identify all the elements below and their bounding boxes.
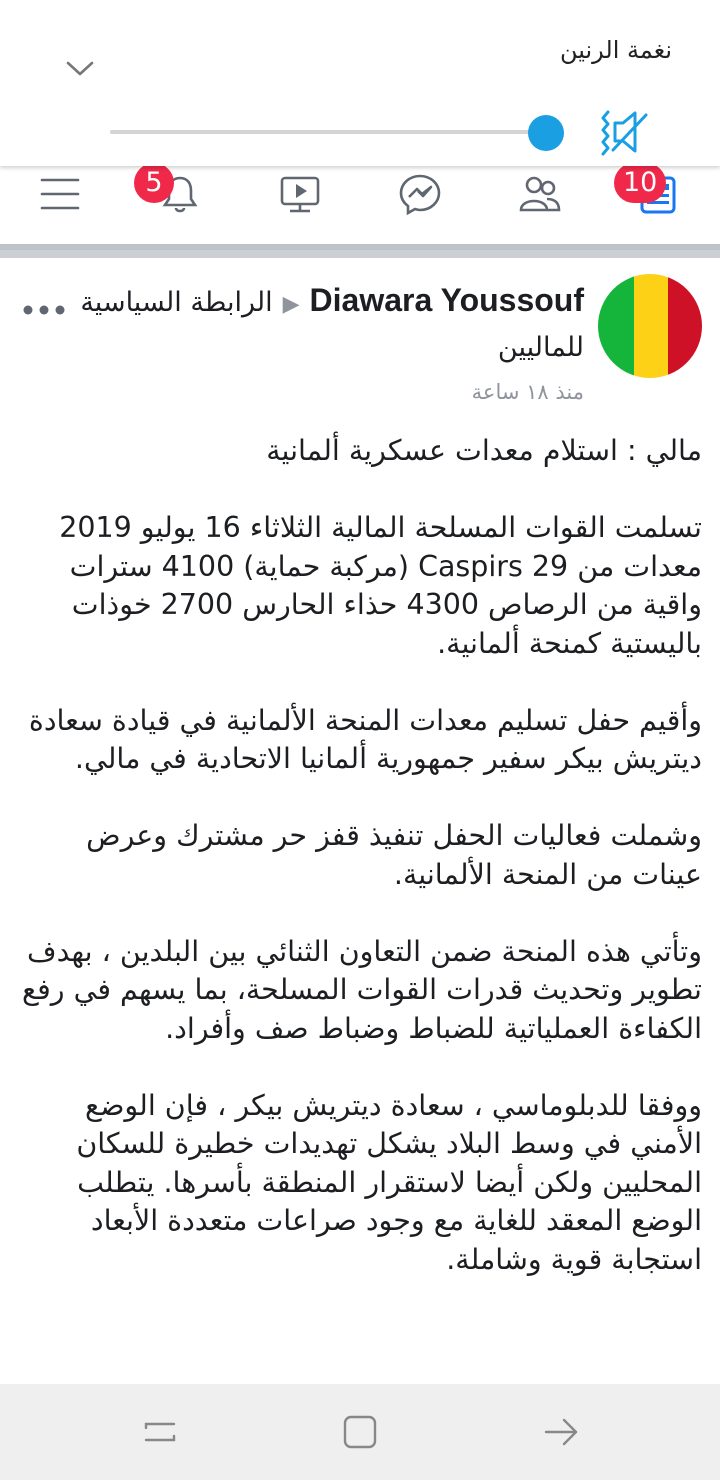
menu-icon[interactable] [38,172,82,216]
volume-slider-fill [110,130,548,134]
post-paragraph: مالي : استلام معدات عسكرية ألمانية [266,434,702,467]
post-timestamp[interactable]: منذ ١٨ ساعة [471,380,584,404]
post-paragraph: وأقيم حفل تسليم معدات المنحة الألمانية في قيادة سعادة ديتريش بيكر سفير جمهورية ألمانيا الاتحادية في مالي. [28,703,702,775]
chevron-down-icon[interactable] [64,52,96,84]
vibrate-icon[interactable] [598,106,652,158]
section-divider [0,244,720,258]
post-header [80,282,584,319]
home-icon[interactable] [340,1412,380,1452]
author-avatar[interactable] [598,274,702,378]
feed-badge: 10 [614,163,666,203]
friends-icon[interactable] [518,172,562,216]
volume-slider-thumb[interactable] [528,115,564,151]
post-paragraph: وتأتي هذه المنحة ضمن التعاون الثنائي بين البلدين ، بهدف تطوير وتحديث قدرات القوات المسلحة، بما يسهم في رفع الكفاءة العملياتية للضباط وضباط صف وأفراد. [21,934,702,1045]
group-name[interactable]: الرابطة السياسية [80,287,273,318]
more-options-icon[interactable] [22,300,66,320]
volume-panel-title: نغمة الرنين [559,36,672,64]
recents-icon[interactable] [140,1412,180,1452]
volume-panel [0,0,720,166]
post-paragraph: تسلمت القوات المسلحة المالية الثلاثاء 16 يوليو 2019 معدات من 29 Caspirs (مركبة حماية) 4100 سترات واقية من الرصاص 4300 حذاء الحارس 2700 خوذات باليستية كمنحة ألمانية. [59,511,702,660]
messenger-icon[interactable] [398,172,442,216]
post-paragraph: ووفقا للدبلوماسي ، سعادة ديتريش بيكر ، فإن الوضع الأمني في وسط البلاد يشكل تهديدات خطيرة للسكان المحليين ولكن أيضا لاستقرار المنطقة بأسرها. يتطلب الوضع المعقد للغاية مع وجود صراعات متعددة الأبعاد استجابة قوية وشاملة. [76,1088,702,1276]
group-name-line2[interactable]: للماليين [497,332,584,363]
arrow-icon: ▶ [282,292,300,317]
author-name[interactable]: Diawara Youssouf [309,282,584,318]
post-paragraph: وشملت فعاليات الحفل تنفيذ قفز حر مشترك وعرض عينات من المنحة الألمانية. [86,819,702,891]
post-body [18,432,702,1318]
notifications-badge: 5 [134,163,174,203]
facebook-nav-bar [0,166,720,244]
volume-slider[interactable] [110,130,548,134]
back-icon[interactable] [542,1412,582,1452]
video-icon[interactable] [278,172,322,216]
mali-flag-image [598,274,702,378]
